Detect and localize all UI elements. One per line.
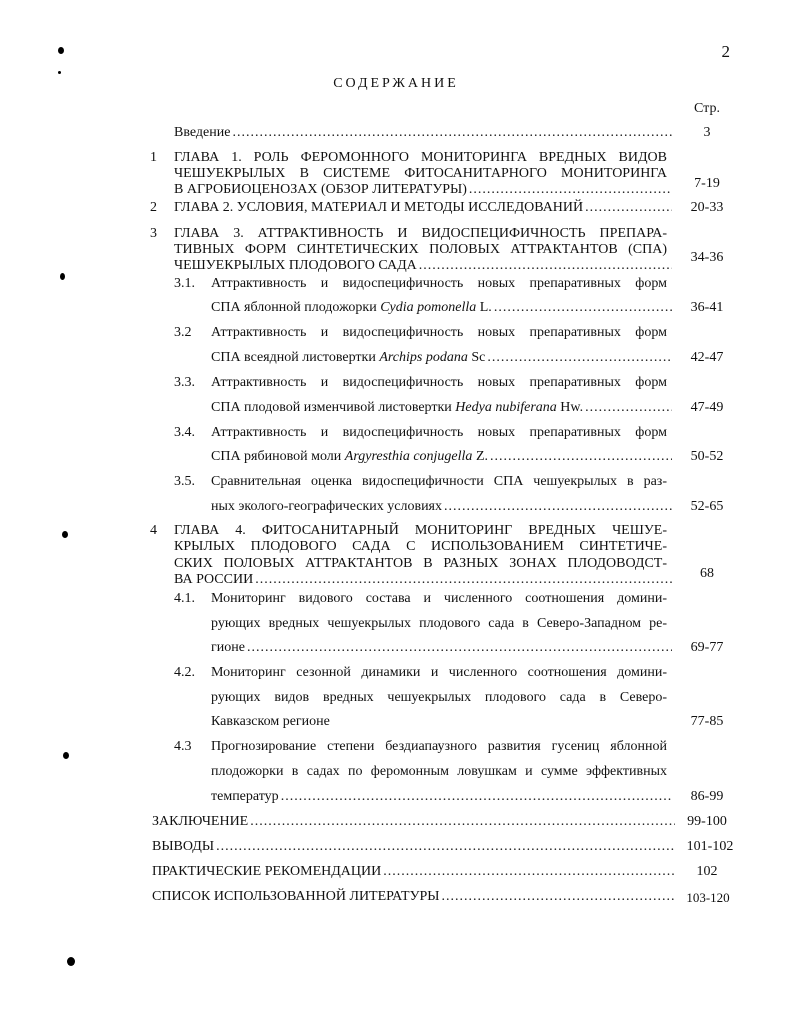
chapter-1-line2: ЧЕШУЕКРЫЛЫХ В СИСТЕМЕ ФИТОСАНИТАРНОГО МОНИТОРИНГА bbox=[174, 166, 667, 181]
section-number: 3.3. bbox=[174, 375, 195, 390]
toc-page: 77-85 bbox=[690, 714, 724, 729]
page-column-header: Стр. bbox=[694, 101, 720, 116]
toc-label: ПРАКТИЧЕСКИЕ РЕКОМЕНДАЦИИ bbox=[152, 864, 382, 879]
toc-page: 42-47 bbox=[690, 350, 724, 365]
section-number: 3.2 bbox=[174, 325, 192, 340]
toc-entry-section-3-5[interactable] bbox=[211, 499, 674, 515]
toc-label: В АГРОБИОЦЕНОЗАХ (ОБЗОР ЛИТЕРАТУРЫ) bbox=[174, 182, 467, 197]
toc-entry-chapter-3[interactable] bbox=[174, 258, 674, 274]
toc-entry-section-4-1[interactable] bbox=[211, 640, 674, 656]
section-4-2-line2: рующих видов вредных чешуекрылых плодового сада в Северо- bbox=[211, 690, 667, 705]
toc-label: СПА плодовой изменчивой листовертки Hedya nubiferana Hw. bbox=[211, 400, 584, 415]
toc-label: Введение bbox=[174, 125, 231, 140]
toc-entry-section-3-4[interactable] bbox=[211, 449, 674, 465]
chapter-number: 1 bbox=[150, 150, 157, 165]
section-4-1-line1: Мониторинг видового состава и численного соотношения домини- bbox=[211, 591, 667, 606]
section-number: 3.4. bbox=[174, 425, 195, 440]
page-title: СОДЕРЖАНИЕ bbox=[333, 76, 459, 91]
section-number: 3.1. bbox=[174, 276, 195, 291]
toc-label: гионе bbox=[211, 640, 245, 655]
toc-entry-recommendations[interactable] bbox=[152, 864, 677, 880]
toc-page: 68 bbox=[700, 566, 714, 581]
toc-entry-chapter-1[interactable] bbox=[174, 182, 674, 198]
section-number: 4.1. bbox=[174, 591, 195, 606]
toc-entry-section-3-1[interactable] bbox=[211, 300, 674, 316]
toc-page: 36-41 bbox=[690, 300, 724, 315]
toc-label: ВЫВОДЫ bbox=[152, 839, 215, 854]
toc-label: ЗАКЛЮЧЕНИЕ bbox=[152, 814, 249, 829]
toc-entry-intro[interactable] bbox=[174, 125, 674, 141]
chapter-number: 2 bbox=[150, 200, 157, 215]
binder-dot bbox=[67, 957, 75, 966]
toc-label: ЧЕШУЕКРЫЛЫХ ПЛОДОВОГО САДА bbox=[174, 258, 417, 273]
section-3-2-line1: Аттрактивность и видоспецифичность новых препаративных форм bbox=[211, 325, 667, 340]
toc-page: 103-120 bbox=[686, 890, 730, 905]
chapter-3-line1: ГЛАВА 3. АТТРАКТИВНОСТЬ И ВИДОСПЕЦИФИЧНОСТЬ ПРЕПАРА- bbox=[174, 226, 667, 241]
section-4-3-line1: Прогнозирование степени бездиапаузного развития гусениц яблонной bbox=[211, 739, 667, 754]
toc-entry-chapter-4[interactable] bbox=[174, 572, 674, 588]
toc-page: 47-49 bbox=[690, 400, 724, 415]
chapter-number: 4 bbox=[150, 523, 157, 538]
toc-page: 69-77 bbox=[690, 640, 724, 655]
binder-dot bbox=[60, 273, 65, 280]
toc-entry-findings[interactable] bbox=[152, 839, 677, 855]
toc-page: 101-102 bbox=[686, 839, 734, 854]
chapter-1-line1: ГЛАВА 1. РОЛЬ ФЕРОМОННОГО МОНИТОРИНГА ВРЕДНЫХ ВИДОВ bbox=[174, 150, 667, 165]
toc-entry-chapter-2[interactable] bbox=[174, 200, 674, 216]
toc-page: 102 bbox=[696, 864, 718, 879]
toc-label: СПИСОК ИСПОЛЬЗОВАННОЙ ЛИТЕРАТУРЫ bbox=[152, 889, 440, 904]
toc-page: 52-65 bbox=[690, 499, 724, 514]
toc-page: 7-19 bbox=[694, 176, 720, 191]
toc-entry-section-4-3[interactable] bbox=[211, 789, 674, 805]
section-3-1-line1: Аттрактивность и видоспецифичность новых препаративных форм bbox=[211, 276, 667, 291]
toc-entry-section-3-2[interactable] bbox=[211, 350, 674, 366]
toc-page: 34-36 bbox=[690, 250, 724, 265]
section-4-3-line2: плодожорки в садах по феромонным ловушкам и сумме эффективных bbox=[211, 764, 667, 779]
chapter-4-line2: КРЫЛЫХ ПЛОДОВОГО САДА С ИСПОЛЬЗОВАНИЕМ СИНТЕТИЧЕ- bbox=[174, 539, 667, 554]
toc-page: 50-52 bbox=[690, 449, 724, 464]
toc-page: 3 bbox=[703, 125, 711, 140]
section-number: 4.3 bbox=[174, 739, 192, 754]
chapter-4-line3: СКИХ ПОЛОВЫХ АТТРАКТАНТОВ В РАЗНЫХ ЗОНАХ ПЛОДОВОДСТ- bbox=[174, 556, 667, 571]
section-3-4-line1: Аттрактивность и видоспецифичность новых препаративных форм bbox=[211, 425, 667, 440]
section-3-5-line1: Сравнительная оценка видоспецифичности СПА чешуекрылых в раз- bbox=[211, 474, 667, 489]
toc-label: ГЛАВА 2. УСЛОВИЯ, МАТЕРИАЛ И МЕТОДЫ ИССЛЕДОВАНИЙ bbox=[174, 200, 584, 215]
toc-label: температур bbox=[211, 789, 279, 804]
section-number: 3.5. bbox=[174, 474, 195, 489]
toc-label: ВА РОССИИ bbox=[174, 572, 254, 587]
chapter-4-line1: ГЛАВА 4. ФИТОСАНИТАРНЫЙ МОНИТОРИНГ ВРЕДНЫХ ЧЕШУЕ- bbox=[174, 523, 667, 538]
chapter-3-line2: ТИВНЫХ ФОРМ СИНТЕТИЧЕСКИХ ПОЛОВЫХ АТТРАКТАНТОВ (СПА) bbox=[174, 242, 667, 257]
toc-label: СПА всеядной листовертки Archips podana Sc bbox=[211, 350, 486, 365]
toc-entry-conclusion[interactable] bbox=[152, 814, 677, 830]
section-3-3-line1: Аттрактивность и видоспецифичность новых препаративных форм bbox=[211, 375, 667, 390]
section-4-1-line2: рующих вредных чешуекрылых плодового сада в Северо-Западном ре- bbox=[211, 616, 667, 631]
toc-label: СПА яблонной плодожорки Cydia pomonella L. bbox=[211, 300, 492, 315]
section-4-2-line1: Мониторинг сезонной динамики и численного соотношения домини- bbox=[211, 665, 667, 680]
binder-dot bbox=[62, 531, 68, 538]
toc-entry-section-3-3[interactable] bbox=[211, 400, 674, 416]
page-number: 2 bbox=[721, 42, 730, 61]
toc-label: ных эколого-географических условиях bbox=[211, 499, 442, 514]
toc-page: 20-33 bbox=[690, 200, 724, 215]
toc-entry-references[interactable] bbox=[152, 889, 677, 905]
chapter-number: 3 bbox=[150, 226, 157, 241]
toc-entry-section-4-2[interactable]: Кавказском регионе bbox=[211, 714, 330, 729]
section-number: 4.2. bbox=[174, 665, 195, 680]
toc-page: 99-100 bbox=[687, 814, 727, 829]
toc-label: СПА рябиновой моли Argyresthia conjugella Z. bbox=[211, 449, 488, 464]
binder-dot bbox=[58, 71, 61, 74]
toc-page: 86-99 bbox=[690, 789, 724, 804]
binder-dot bbox=[58, 47, 64, 54]
binder-dot bbox=[63, 752, 69, 759]
